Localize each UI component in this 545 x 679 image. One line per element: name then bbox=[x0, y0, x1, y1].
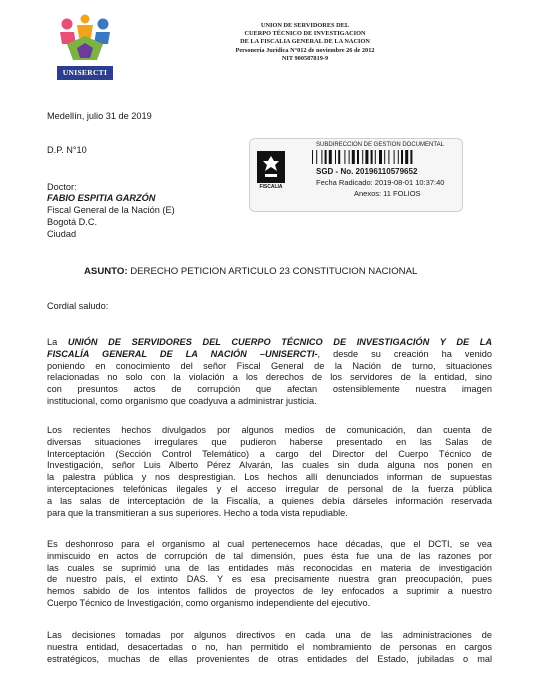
fecha-radicado: Fecha Radicado: 2019-08-01 10:37:40 bbox=[316, 178, 445, 187]
paragraph-line: con presuntos actos de corrupción que afectan ostensiblemente nuestra imagen bbox=[47, 384, 492, 395]
logo-text: UNISERCTI bbox=[57, 66, 113, 80]
paragraph-line: para que la transmitieran a sus superiores. Hecho a toda vista repudiable. bbox=[47, 507, 348, 518]
paragraph-line: Interceptación (Sección Control Telemático) a cargo del Director del Cuerpo Técnico de bbox=[47, 448, 492, 459]
barcode-icon bbox=[312, 150, 452, 164]
paragraph-line: inmiscuido en actos de corrupción de tal dimensión, pues ésta fue una de las razones por bbox=[47, 550, 492, 561]
subject-text: DERECHO PETICION ARTICULO 23 CONSTITUCION NACIONAL bbox=[130, 266, 418, 277]
org-line: NIT 900587819-9 bbox=[281, 54, 329, 62]
paragraph-3 bbox=[47, 539, 492, 610]
org-line: CUERPO TÉCNICO DE INVESTIGACION bbox=[244, 30, 366, 38]
subject-label: ASUNTO: bbox=[84, 266, 128, 277]
paragraph-line: a las salas de interceptación de la Fiscalía, a quienes debía dárseles información reservada bbox=[47, 495, 492, 506]
paragraph-line: interceptaciones telefónicas ilegales y el acceso irregular de personal de la fuerza pública bbox=[47, 483, 492, 494]
place-date: Medellín, julio 31 de 2019 bbox=[47, 111, 152, 121]
org-line: DE LA FISCALIA GENERAL DE LA NACION bbox=[240, 38, 370, 46]
paragraph-line: estratégicos, muchas de ellas provenientes de otras entidades del Estado, jubiladas o mal bbox=[47, 653, 492, 664]
paragraph-1 bbox=[47, 337, 492, 408]
paragraph-line: poniendo en conocimiento del señor Fiscal General de la Nación de turno, situaciones bbox=[47, 360, 492, 371]
reference-number: D.P. N°10 bbox=[47, 145, 87, 155]
text-run: , desde su creación ha venido bbox=[317, 348, 492, 359]
paragraph-line: Investigación, señor Luis Alberto Pérez Alvarán, las cuales sin duda alguna nos ponen en bbox=[47, 460, 492, 471]
recipient-name: FABIO ESPITIA GARZÓN bbox=[47, 193, 156, 203]
paragraph-line: Cuerpo Técnico de Investigación, como organismo independiente del ejecutivo. bbox=[47, 597, 371, 608]
subject bbox=[84, 266, 417, 278]
anexos: Anexos: 11 FOLIOS bbox=[354, 189, 421, 198]
org-line: UNION DE SERVIDORES DEL bbox=[260, 22, 350, 29]
paragraph-line: de nuestro país, el extinto DAS. Y es esa precisamente nuestra gran preocupación, pues bbox=[47, 574, 492, 585]
recipient-line: Ciudad bbox=[47, 229, 77, 239]
paragraph-line bbox=[47, 349, 492, 361]
paragraph-line: Es deshonroso para el organismo al cual pertenecemos hace décadas, que el DCTI, se vea bbox=[47, 539, 492, 549]
filing-stamp bbox=[249, 138, 463, 212]
paragraph-line: la palestra pública y nos desprestigian. Los hechos allí denunciados informan de supuestas bbox=[47, 472, 492, 483]
recipient-line: Bogotá D.C. bbox=[47, 217, 98, 227]
org-name-bold: UNIÓN DE SERVIDORES DEL CUERPO TÉCNICO DE INVESTIGACIÓN Y DE LA bbox=[67, 337, 492, 347]
puzzle-figures-icon bbox=[57, 14, 113, 66]
paragraph-line: Los recientes hechos divulgados por algunos medios de comunicación, dan cuenta de bbox=[47, 425, 492, 435]
paragraph-2 bbox=[47, 425, 492, 519]
paragraph-line: Las decisiones tomadas por algunos directivos en cada una de las administraciones de bbox=[47, 630, 492, 640]
uniserccti-logo bbox=[57, 14, 113, 84]
organization-header bbox=[205, 22, 405, 63]
stamp-department: SUBDIRECCION DE GESTION DOCUMENTAL bbox=[316, 142, 444, 148]
paragraph-line: institucional, como organismo que coadyuva a administrar justicia. bbox=[47, 395, 317, 406]
paragraph-line bbox=[47, 337, 492, 349]
paragraph-line: hemos sabido de los intentos fallidos de proyectos de ley enfocados a suprimir a nuestro bbox=[47, 586, 492, 597]
salutation-title: Doctor: bbox=[47, 182, 77, 192]
text-run: La bbox=[47, 337, 68, 347]
paragraph-line: diversas situaciones irregulares que pudieron haberse presentado en las Salas de bbox=[47, 436, 492, 447]
paragraph-4 bbox=[47, 630, 492, 665]
sgd-number: SGD - No. 20196110579652 bbox=[316, 167, 418, 176]
fiscalia-seal-icon bbox=[257, 151, 285, 183]
recipient-line: Fiscal General de la Nación (E) bbox=[47, 205, 175, 215]
greeting: Cordial saludo: bbox=[47, 301, 109, 311]
paragraph-line: nuestra entidad, desacertadas o no, han permitido el nombramiento de personas en cargos bbox=[47, 641, 492, 652]
org-line: Personería Jurídica N°012 de noviembre 26 de 2012 bbox=[235, 46, 375, 54]
paragraph-line: las cuales se suprimió una de las entidades más reconocidas en materia de investigación bbox=[47, 562, 492, 573]
org-name-bold: FISCALÍA GENERAL DE LA NACIÓN –UNISERCTI- bbox=[47, 348, 318, 359]
seal-label: FISCALIA bbox=[259, 184, 283, 190]
paragraph-line: relacionadas no solo con la violación a los derechos de los servidores de la entidad, sino bbox=[47, 372, 492, 383]
